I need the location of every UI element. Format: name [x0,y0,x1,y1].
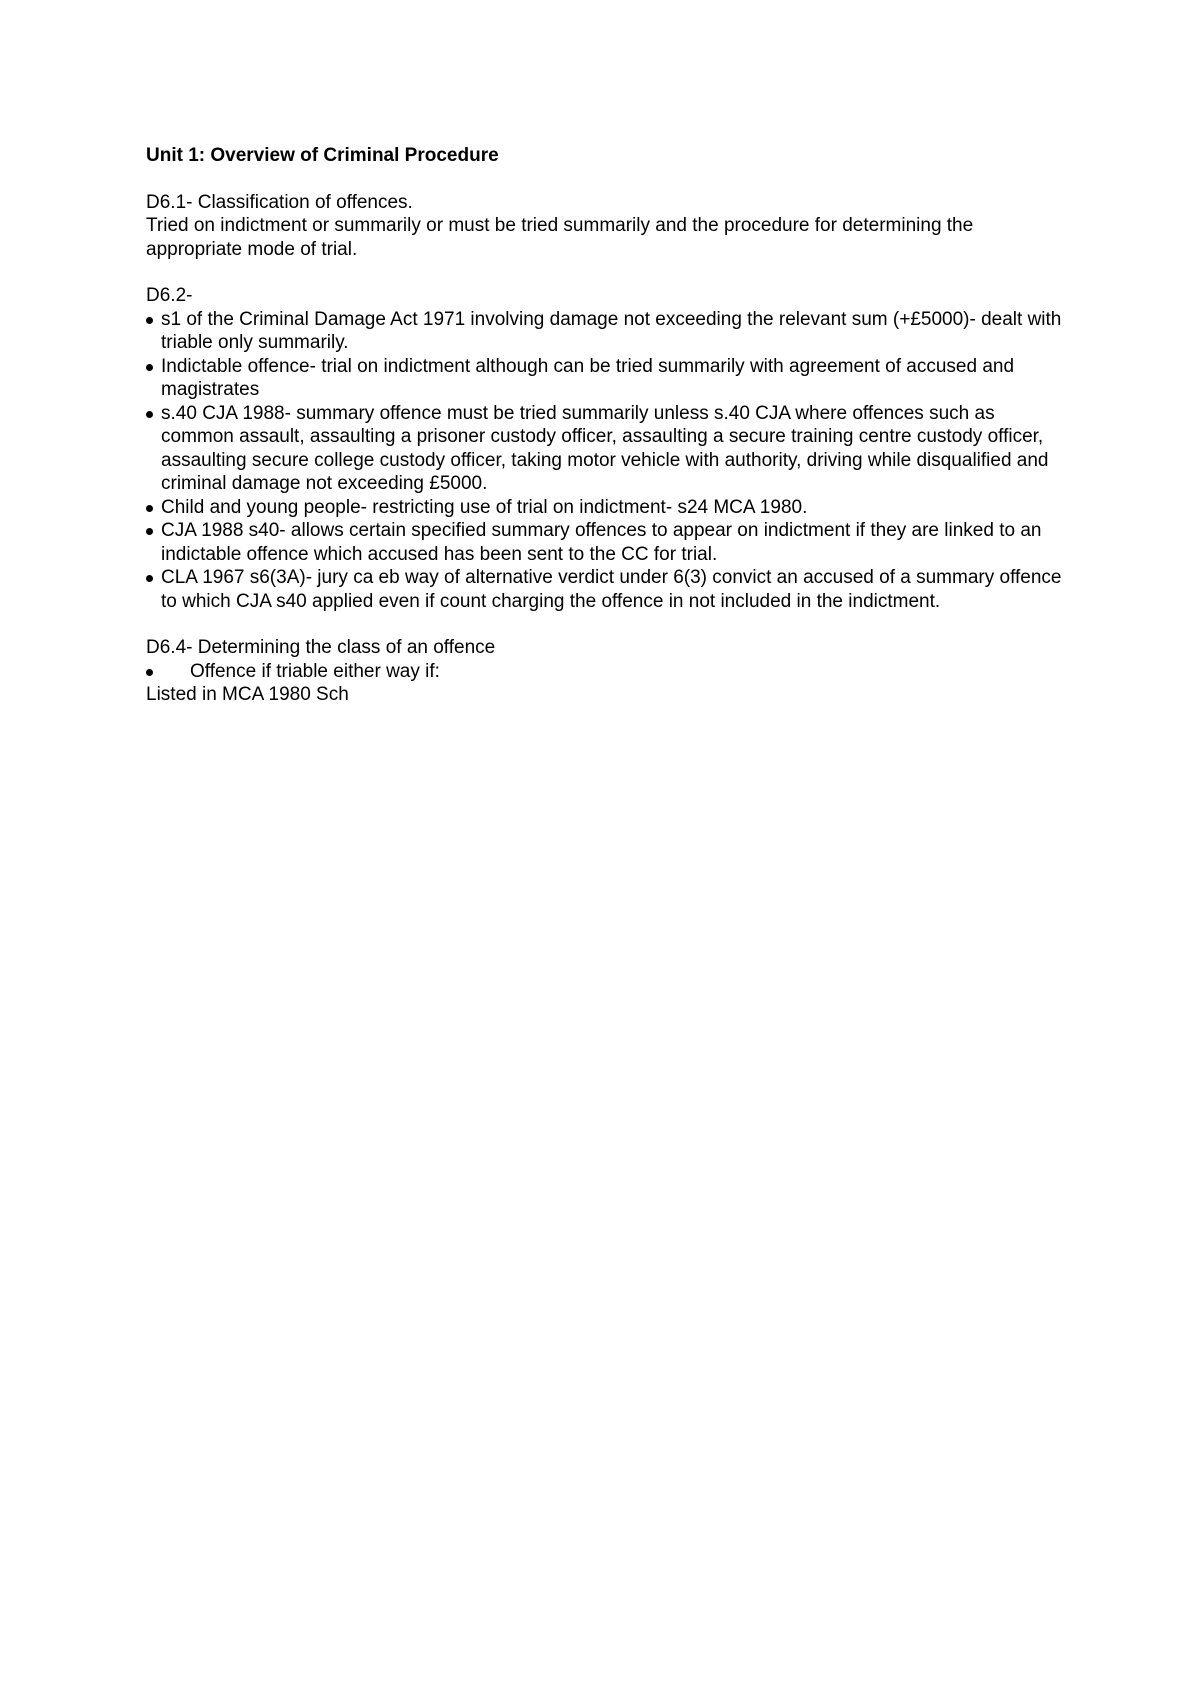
list-item [146,355,1066,402]
list-item [146,402,1066,496]
section-text-d6-4: Listed in MCA 1980 Sch [146,684,349,705]
list-item-text: Child and young people- restricting use of trial on indictment- s24 MCA 1980. [161,496,808,518]
section-text-d6-1: Tried on indictment or summarily or must be tried summarily and the procedure for determining the appropriate mode of trial. [146,215,974,260]
list-item [146,308,1066,355]
list-item-text: s1 of the Criminal Damage Act 1971 involving damage not exceeding the relevant sum (+£5000)- dealt with triable only summarily. [161,308,1062,353]
bullet-list-d6-4 [146,660,1066,684]
list-item-text: Offence if triable either way if: [190,660,440,682]
spacer [146,613,1066,636]
bullet-icon [146,505,153,512]
list-item [146,566,1066,613]
section-heading-d6-4: D6.4- Determining the class of an offence [146,637,496,658]
list-item [146,496,1066,520]
list-item-text: CJA 1988 s40- allows certain specified summary offences to appear on indictment if they are linked to an indictable offence which accused has been sent to the CC for trial. [161,520,1042,565]
bullet-icon [146,528,153,535]
list-item [146,660,1066,684]
bullet-list-d6-2 [146,308,1066,614]
document-title: Unit 1: Overview of Criminal Procedure [146,145,499,166]
bullet-icon [146,317,153,324]
section-heading-d6-1: D6.1- Classification of offences. [146,191,413,213]
list-item-text: CLA 1967 s6(3A)- jury ca eb way of alternative verdict under 6(3) convict an accused of a summary offence to which CJA s40 applied even if count charging the offence in not included in the indictment. [161,567,1062,612]
bullet-icon [146,575,153,582]
section-heading-d6-2: D6.2- [146,285,193,306]
bullet-icon [146,364,153,371]
spacer [146,261,1066,284]
bullet-icon [146,669,153,676]
list-item-text: Indictable offence- trial on indictment although can be tried summarily with agreement of accused and magistrates [161,355,1015,400]
list-item-text: s.40 CJA 1988- summary offence must be tried summarily unless s.40 CJA where offences such as common assault, assaulting a prisoner custody officer, assaulting a secure training centre custody officer, assaulting secure college custody officer, taking motor vehicle with authority, driving while disqualified and criminal damage not exceeding £5000. [161,402,1049,494]
list-item [146,519,1066,566]
document-page [146,144,1066,707]
bullet-icon [146,411,153,418]
